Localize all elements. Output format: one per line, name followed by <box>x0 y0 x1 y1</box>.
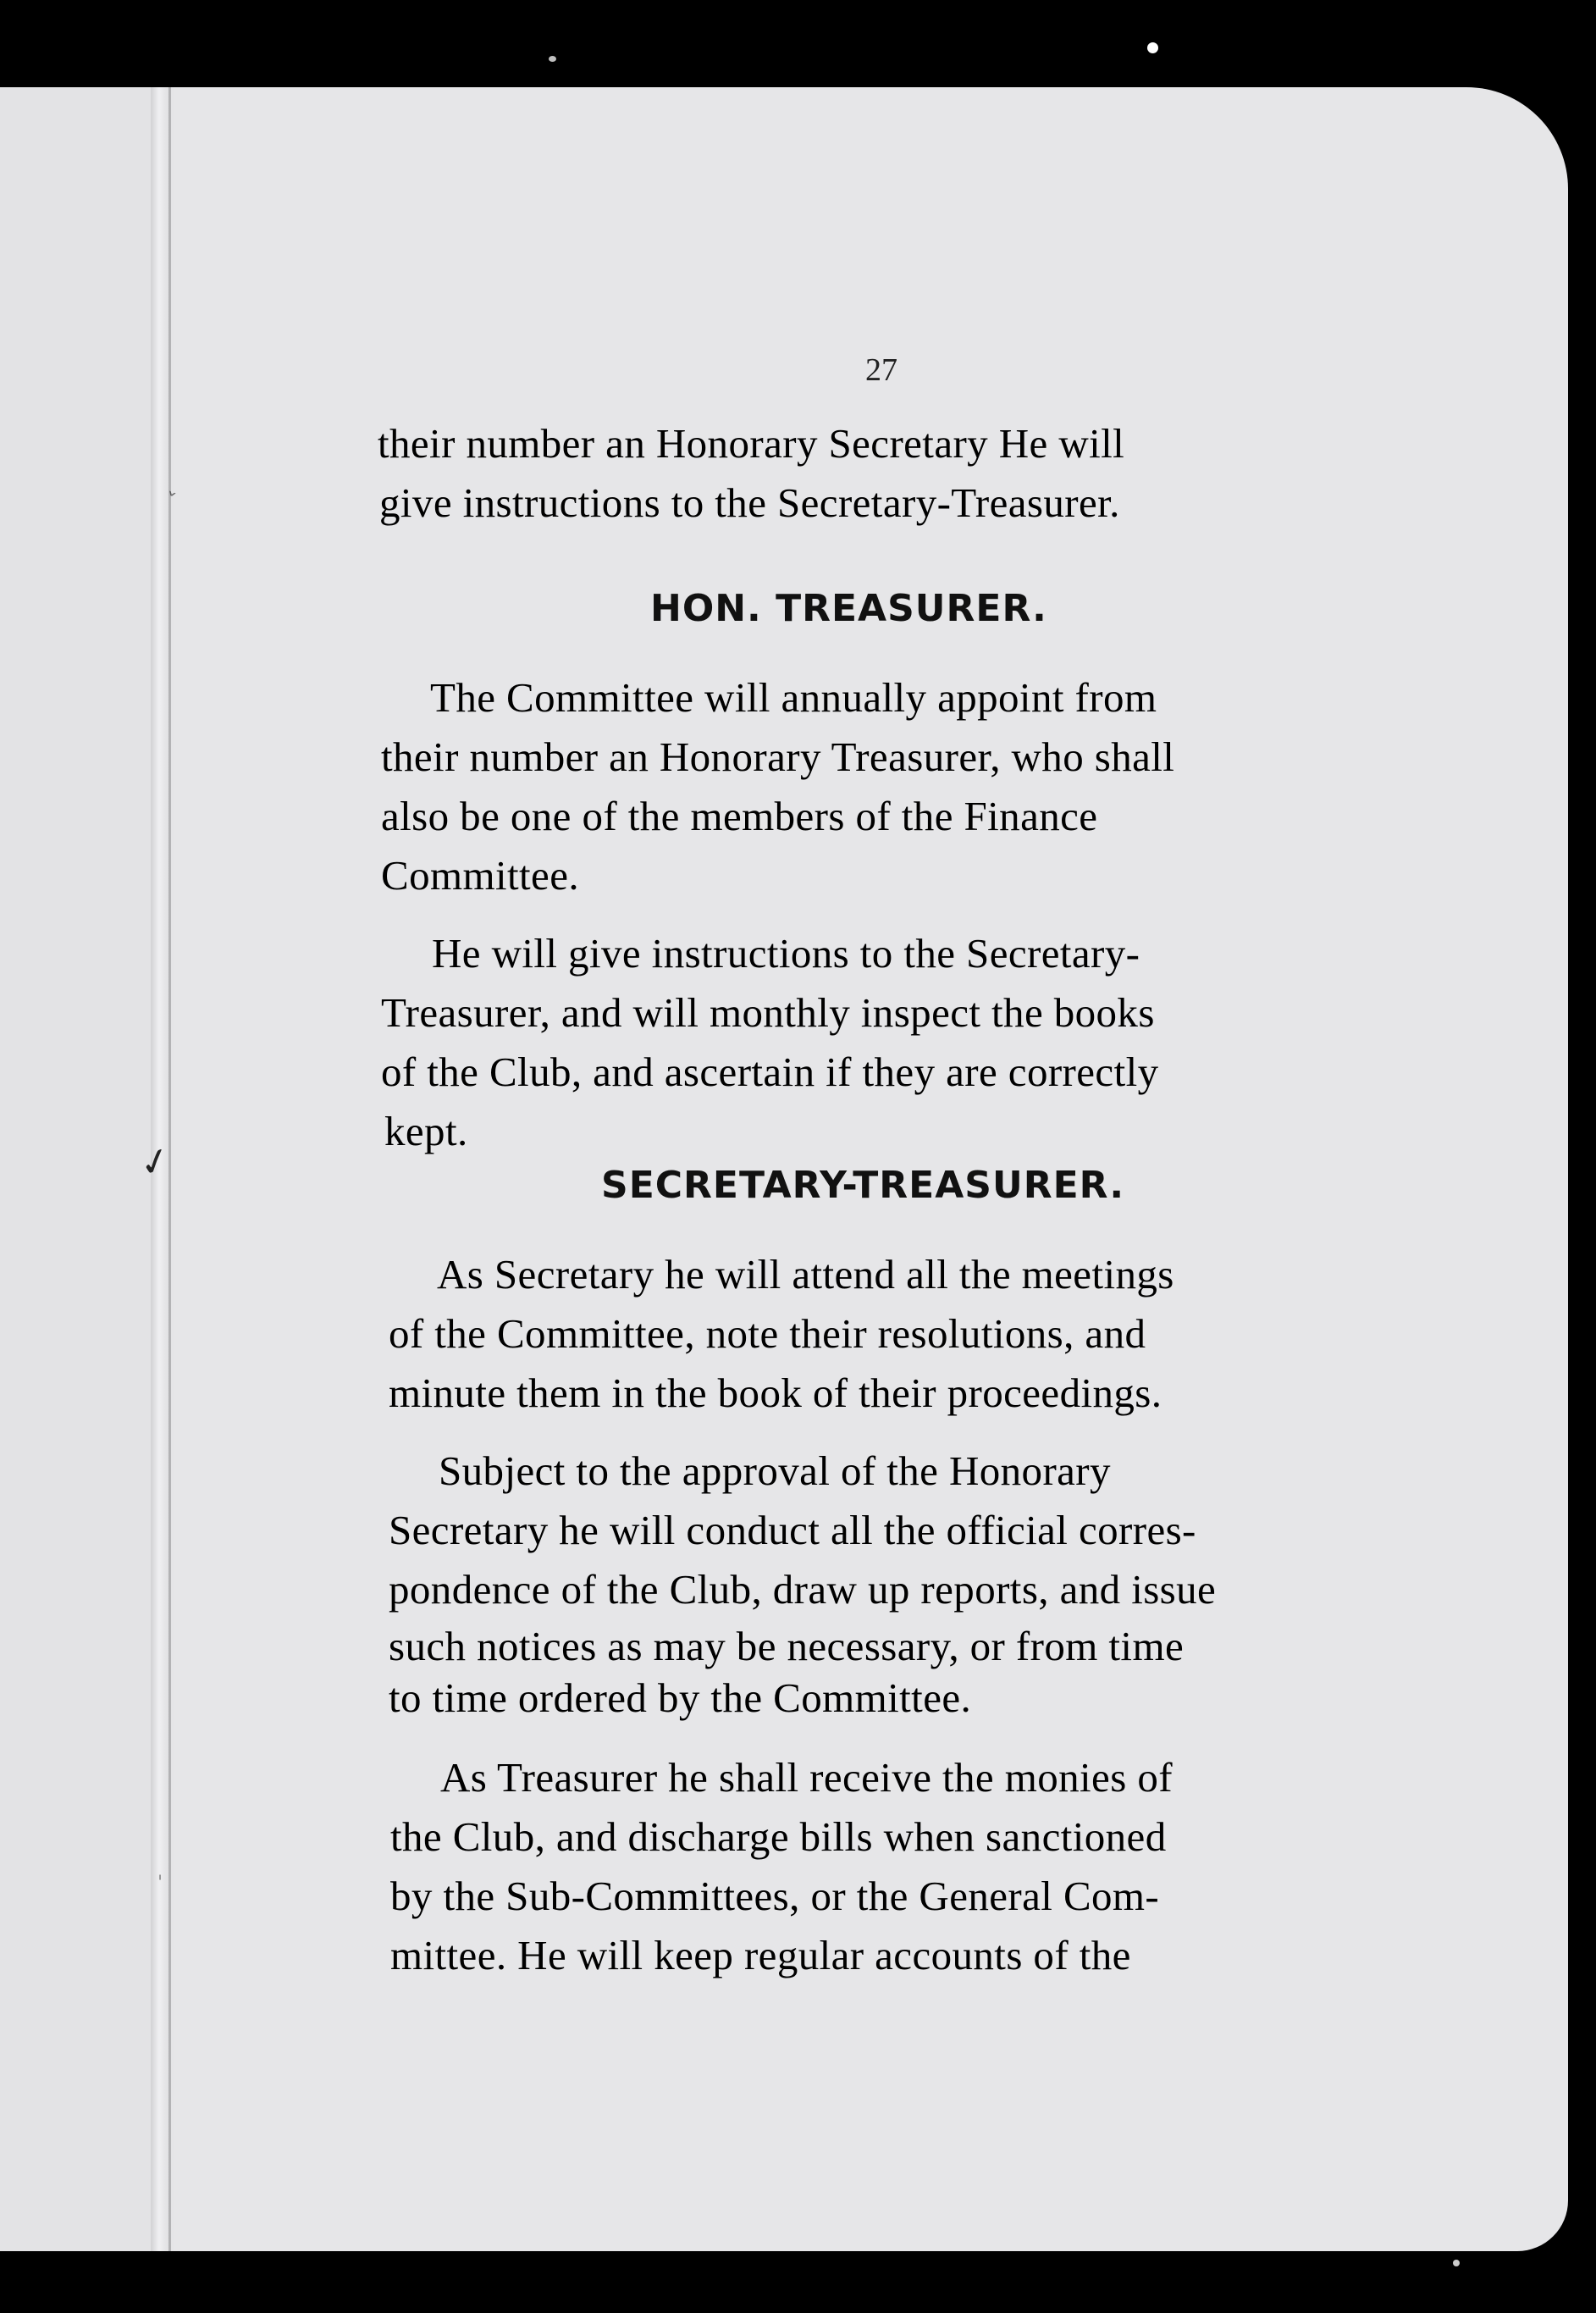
text-line: their number an Honorary Treasurer, who shall <box>381 733 1175 780</box>
text-line: The Committee will annually appoint from <box>430 674 1157 721</box>
text-line: also be one of the members of the Finance <box>381 793 1098 839</box>
text-line: of the Club, and ascertain if they are correctly <box>381 1049 1159 1095</box>
text-line: Subject to the approval of the Honorary <box>439 1447 1111 1494</box>
text-line: Treasurer, and will monthly inspect the books <box>381 989 1155 1036</box>
text-line: the Club, and discharge bills when sanctioned <box>390 1813 1167 1860</box>
binding-mark: ' <box>157 1873 163 1894</box>
scan-speck <box>1147 42 1158 53</box>
text-line: give instructions to the Secretary-Treasurer. <box>379 479 1120 526</box>
text-line: to time ordered by the Committee. <box>389 1674 972 1721</box>
text-line: such notices as may be necessary, or from time <box>389 1623 1185 1669</box>
binding-tick-mark: ✓ <box>135 1137 176 1187</box>
text-line: minute them in the book of their proceedings. <box>389 1370 1162 1416</box>
line-text: their number an Honorary Secretary He will <box>378 420 1125 467</box>
text-line: by the Sub-Committees, or the General Com- <box>390 1873 1160 1919</box>
text-line: He will give instructions to the Secretary- <box>432 930 1140 977</box>
scan-speck <box>549 56 556 62</box>
text-line: As Secretary he will attend all the meetings <box>437 1251 1174 1298</box>
text-line: kept. <box>384 1108 468 1154</box>
text-line: mittee. He will keep regular accounts of the <box>390 1932 1131 1978</box>
section-heading-hon-treasurer: HON. TREASURER. <box>650 587 1047 630</box>
binding-mark: ˇ <box>159 488 179 517</box>
text-line <box>378 419 1124 468</box>
text-line: Secretary he will conduct all the official corres- <box>389 1507 1196 1553</box>
text-line: of the Committee, note their resolutions, and <box>389 1310 1146 1357</box>
scan-speck <box>1453 2260 1460 2266</box>
facing-page-edge <box>0 87 151 2251</box>
text-line: Committee. <box>381 852 579 899</box>
text-line: As Treasurer he shall receive the monies of <box>440 1754 1173 1801</box>
text-line: pondence of the Club, draw up reports, and issue <box>389 1566 1217 1613</box>
page-number: 27 <box>865 352 897 388</box>
section-heading-secretary-treasurer: SECRETARY-TREASURER. <box>601 1164 1125 1207</box>
